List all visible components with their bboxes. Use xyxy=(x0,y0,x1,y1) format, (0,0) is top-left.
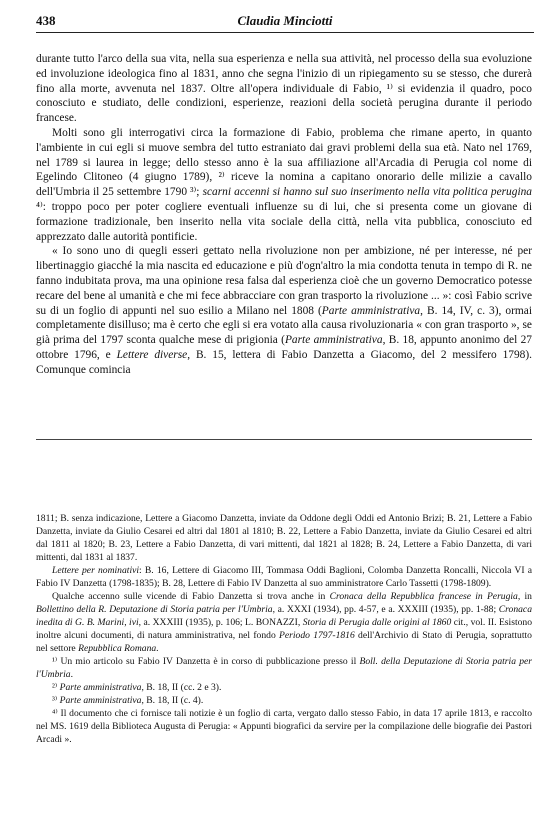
footnote-3: ³⁾ Parte amministrativa, B. 18, II (c. 4). xyxy=(52,695,204,706)
note-qualche-accenno: Qualche accenno sulle vicende di Fabio Danzetta si trova anche in Cronaca della Repubblica francese in Perugia, in Bollettino della R. Deputazione di Storia patria per l'Umbria, a. XXXI (1934), pp. 4-57, e a. XXXIII (1935), pp. 1-88; Cronaca inedita di G. B. Marini, ivi, a. XXXIII (1935), p. 106; L. BONAZZI, Storia di Perugia dalle origini al 1860 cit., vol. II. Esistono inoltre alcuni documenti, di natura amministrativa, nel fondo Periodo 1797-1816 dell'Archivio di Stato di Perugia, soprattutto nel settore Repubblica Romana. xyxy=(36,591,533,654)
paragraph-2: Molti sono gli interrogativi circa la formazione di Fabio, problema che rimane aperto, in quanto l'ambiente in cui egli si muove sembra del tutto estraniato dai gravi problemi della sua età. Nato nel 1769, nel 1789 si laurea in legge; dello stesso anno è la sua affiliazione all'Arcadia di Perugia col nome di Egelindo Clitoneo (4 giugno 1789), ²⁾ riceve la nomina a capitano onorario delle milizie a cavallo dell'Umbria il 25 settembre 1790 ³⁾; scarni accenni si hanno sul suo inserimento nella vita politica perugina ⁴⁾: troppo poco per poter cogliere eventuali influenze su di lui, che si presenta come un giovane di formazione tradizionale, ben inserito nella vita sociale della città, nella vita pubblica, conosciuto ed apprezzato dalle autorità pontificie. xyxy=(36,126,532,243)
note-continuation: 1811; B. senza indicazione, Lettere a Giacomo Danzetta, inviate da Oddone degli Oddi ed Antonio Brizi; B. 21, Lettere a Fabio Danzetta, inviate da Giulio Cesarei ed altri dal 1801 al 1810; B. 22, Lettere a Fabio Danzetta, inviate da Giulio Cesarei ed altri dal 1811 al 1820; B. 23, Lettere a Fabio Danzetta, di vari mittenti, dal 1821 al 1828; B. 24, Lettere a Fabio Danzetta, di vari mittenti, dal 1831 al 1837. xyxy=(36,513,532,563)
footnote-separator xyxy=(36,439,532,440)
footnote-4: ⁴⁾ Il documento che ci fornisce tali notizie è un foglio di carta, vergato dallo stesso Fabio, in data 17 aprile 1813, e raccolto nel MS. 1619 della Biblioteca Augusta di Perugia: « Appunti biografici da servire per la compilazione delle biografie dei Pastori Arcadi ». xyxy=(36,708,532,745)
note-lettere: Lettere per nominativi: B. 16, Lettere di Giacomo III, Tommasa Oddi Baglioni, Colomba Danzetta Roncalli, Niccola VI a Fabio IV Danzetta (1798-1835); B. 28, Lettere di Fabio IV Danzetta al suo amministratore Carlo Tassetti (1798-1809). xyxy=(36,565,532,589)
running-head: Claudia Minciotti xyxy=(237,13,333,28)
main-text xyxy=(36,52,532,378)
footnotes xyxy=(36,512,532,746)
footnote-1: ¹⁾ Un mio articolo su Fabio IV Danzetta è in corso di pubblicazione presso il Boll. della Deputazione di Storia patria per l'Umbria. xyxy=(36,656,532,680)
paragraph-3: « Io sono uno di quegli esseri gettato nella rivoluzione non per ambizione, né per interesse, né per libertinaggio giacché la mia nascita ed educazione e più d'ogn'altro la mia condotta tenuta in tempo di R. ne fanno indubitata prova, ma una opinione resa falsa dal esperienza cioè che un governo Democratico potesse recare del bene al umanità e che mi fece abbracciare con gran trasporto la rivoluzione ... »: così Fabio scrive su di un foglio di appunti nel suo esilio a Milano nel 1808 (Parte amministrativa, B. 14, IV, c. 3), ormai completamente disilluso; ma è certo che egli si era votato alla causa rivoluzionaria « con gran trasporto », se già prima del 1797 sconta qualche mese di prigionia (Parte amministrativa, B. 18, appunto anonimo del 27 ottobre 1796, e Lettere diverse, B. 15, lettera di Fabio Danzetta a Giacomo, del 2 messifero 1798). Comunque comincia xyxy=(36,245,532,376)
footnote-2: ²⁾ Parte amministrativa, B. 18, II (cc. 2 e 3). xyxy=(52,682,222,693)
page-header xyxy=(36,12,534,33)
page-number: 438 xyxy=(36,13,56,28)
paragraph-1: durante tutto l'arco della sua vita, nella sua esperienza e nella sua attività, nel processo della sua evoluzione ed involuzione ideologica fino al 1831, anno che segna l'inizio di un ripiegamento su se stesso, che durerà fino alla morte, avvenuta nel 1837. Oltre all'opera individuale di Fabio, ¹⁾ si evidenzia il quadro, poco conosciuto e studiato, delle condizioni, esperienze, reazioni della società perugina durante il periodo francese. xyxy=(36,53,532,125)
